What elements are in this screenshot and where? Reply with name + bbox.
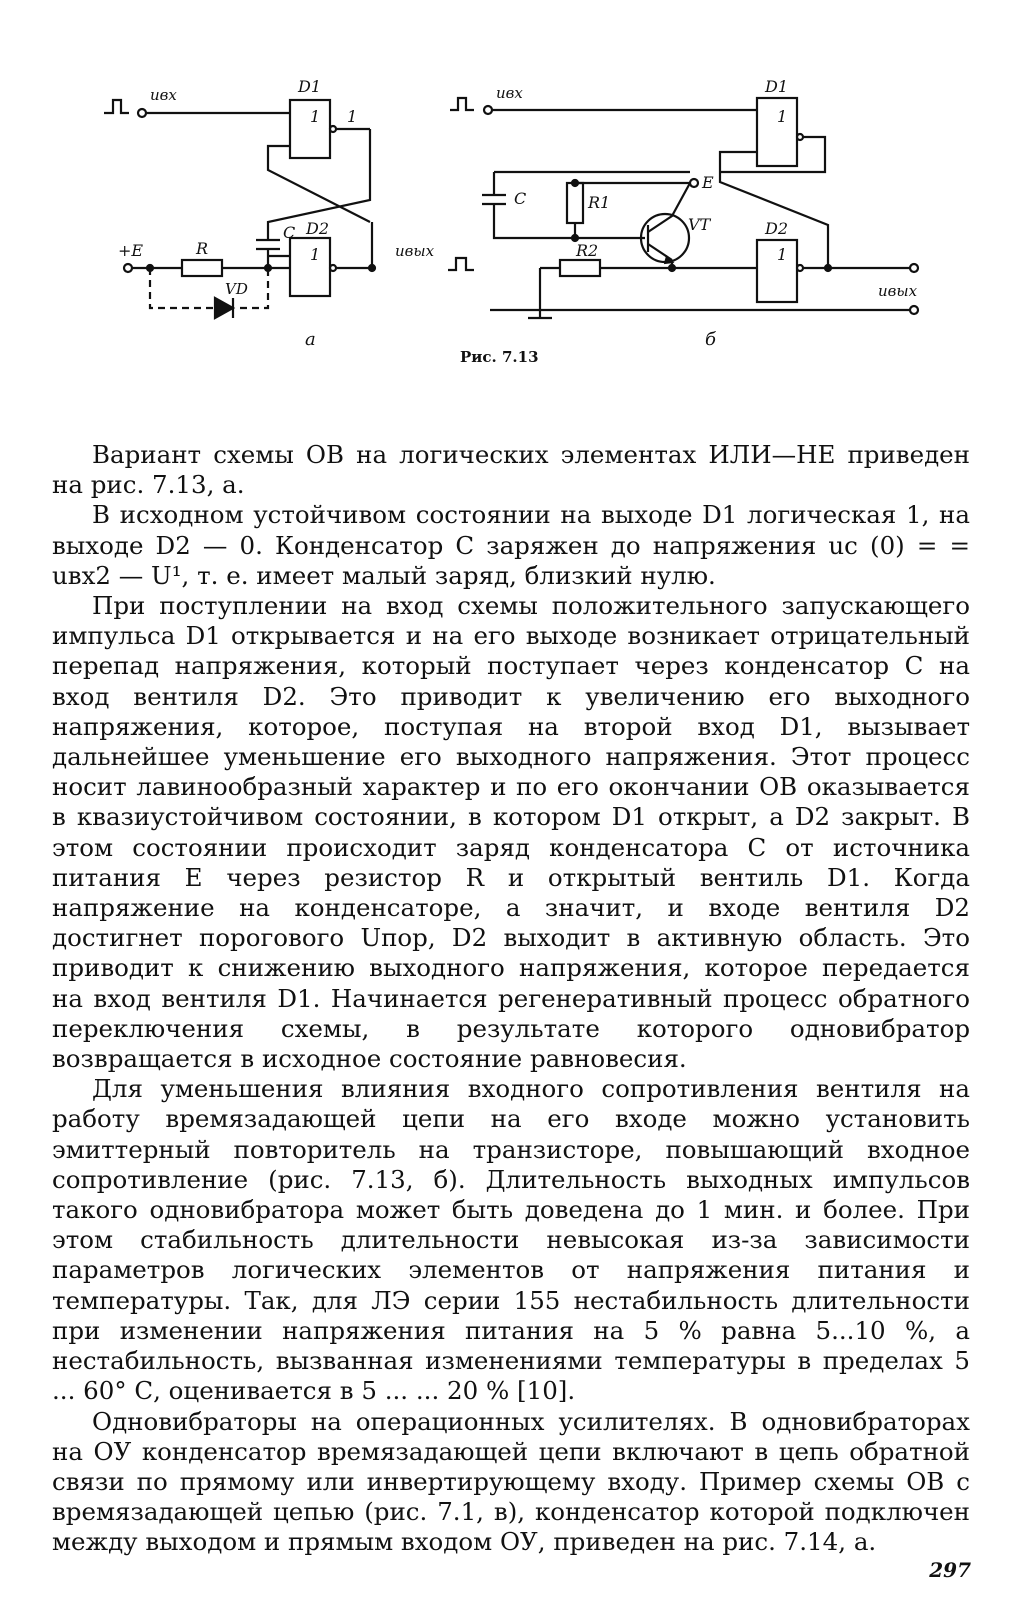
paragraph: Вариант схемы ОВ на логических элементах ИЛИ—НЕ приведен на рис. 7.13, а.: [52, 440, 970, 500]
label-u-out-b: uвых: [878, 282, 918, 300]
label-plus-e-a: +E: [118, 241, 144, 260]
label-vt-b: VT: [688, 215, 711, 234]
paragraph: В исходном устойчивом состоянии на выходе D1 логическая 1, на выходе D2 — 0. Конденсатор C заряжен до напряжения uc (0) = = uвх2 — U¹, т. е. имеет малый заряд, близкий нулю.: [52, 500, 970, 590]
label-r1-b: R1: [588, 193, 611, 212]
label-d2-b: D2: [765, 219, 789, 238]
circuit-a: [104, 100, 474, 318]
body-text: [52, 440, 970, 1558]
label-gate-d1-a: 1: [310, 107, 321, 126]
label-d2-a: D2: [306, 219, 330, 238]
label-c-a: C: [283, 223, 296, 242]
label-e-b: E: [702, 173, 714, 192]
label-gate-d2-a: 1: [310, 245, 321, 264]
page-number: 297: [929, 1558, 971, 1582]
label-r-a: R: [196, 239, 209, 258]
panel-label-a: а: [305, 329, 316, 350]
label-d1-out-a: 1: [347, 107, 358, 126]
label-gate-d1-b: 1: [777, 107, 788, 126]
panel-label-b: б: [705, 329, 716, 350]
label-u-out-a: uвых: [395, 242, 435, 260]
label-d1-b: D1: [765, 77, 789, 96]
paragraph: При поступлении на вход схемы положительного запускающего импульса D1 открывается и на его выходе возникает отрицательный перепад напряжения, который поступает через конденсатор C на вход вентиля D2. Это приводит к увеличению его выходного напряжения, которое, поступая на второй вход D1, вызывает дальнейшее уменьшение его выходного напряжения. Этот процесс носит лавинообразный характер и по его окончании ОВ оказывается в квазиустойчивом состоянии, в котором D1 открыт, а D2 закрыт. В этом состоянии происходит заряд конденсатора C от источника питания E через резистор R и открытый вентиль D1. Когда напряжение на конденсаторе, а значит, и входе вентиля D2 достигнет порогового Uпор, D2 выходит в активную область. Это приводит к снижению выходного напряжения, которое передается на вход вентиля D1. Начинается регенеративный процесс обратного переключения схемы, в результате которого одновибратор возвращается в исходное состояние равновесия.: [52, 591, 970, 1074]
paragraph: Одновибраторы на операционных усилителях. В одновибраторах на ОУ конденсатор времязадающей цепи включают в цепь обратной связи по прямому или инвертирующему входу. Пример схемы ОВ с времязадающей цепью (рис. 7.1, в), конденсатор которой подключен между выходом и прямым входом ОУ, приведен на рис. 7.14, а.: [52, 1406, 970, 1557]
figure-caption: Рис. 7.13: [460, 348, 539, 366]
label-r2-b: R2: [576, 241, 599, 260]
label-u-in-b: uвх: [496, 84, 523, 102]
paragraph: Для уменьшения влияния входного сопротивления вентиля на работу времязадающей цепи на его входе можно установить эмиттерный повторитель на транзисторе, повышающий входное сопротивление (рис. 7.13, б). Длительность выходных импульсов такого одновибратора может быть доведена до 1 мин. и более. При этом стабильность длительности невысокая из-за зависимости параметров логических элементов от напряжения питания и температуры. Так, для ЛЭ серии 155 нестабильность длительности при изменении напряжения питания на 5 % равна 5...10 %, а нестабильность, вызванная изменениями температуры в пределах 5 ... 60° С, оценивается в 5 ... ... 20 % [10].: [52, 1074, 970, 1406]
label-gate-d2-b: 1: [777, 245, 788, 264]
label-u-in-a: uвх: [150, 86, 177, 104]
label-c-b: C: [514, 189, 527, 208]
label-vd-a: VD: [225, 280, 248, 298]
label-d1-a: D1: [298, 77, 322, 96]
figure-7-13: [0, 0, 1023, 380]
circuit-b: [450, 98, 918, 318]
